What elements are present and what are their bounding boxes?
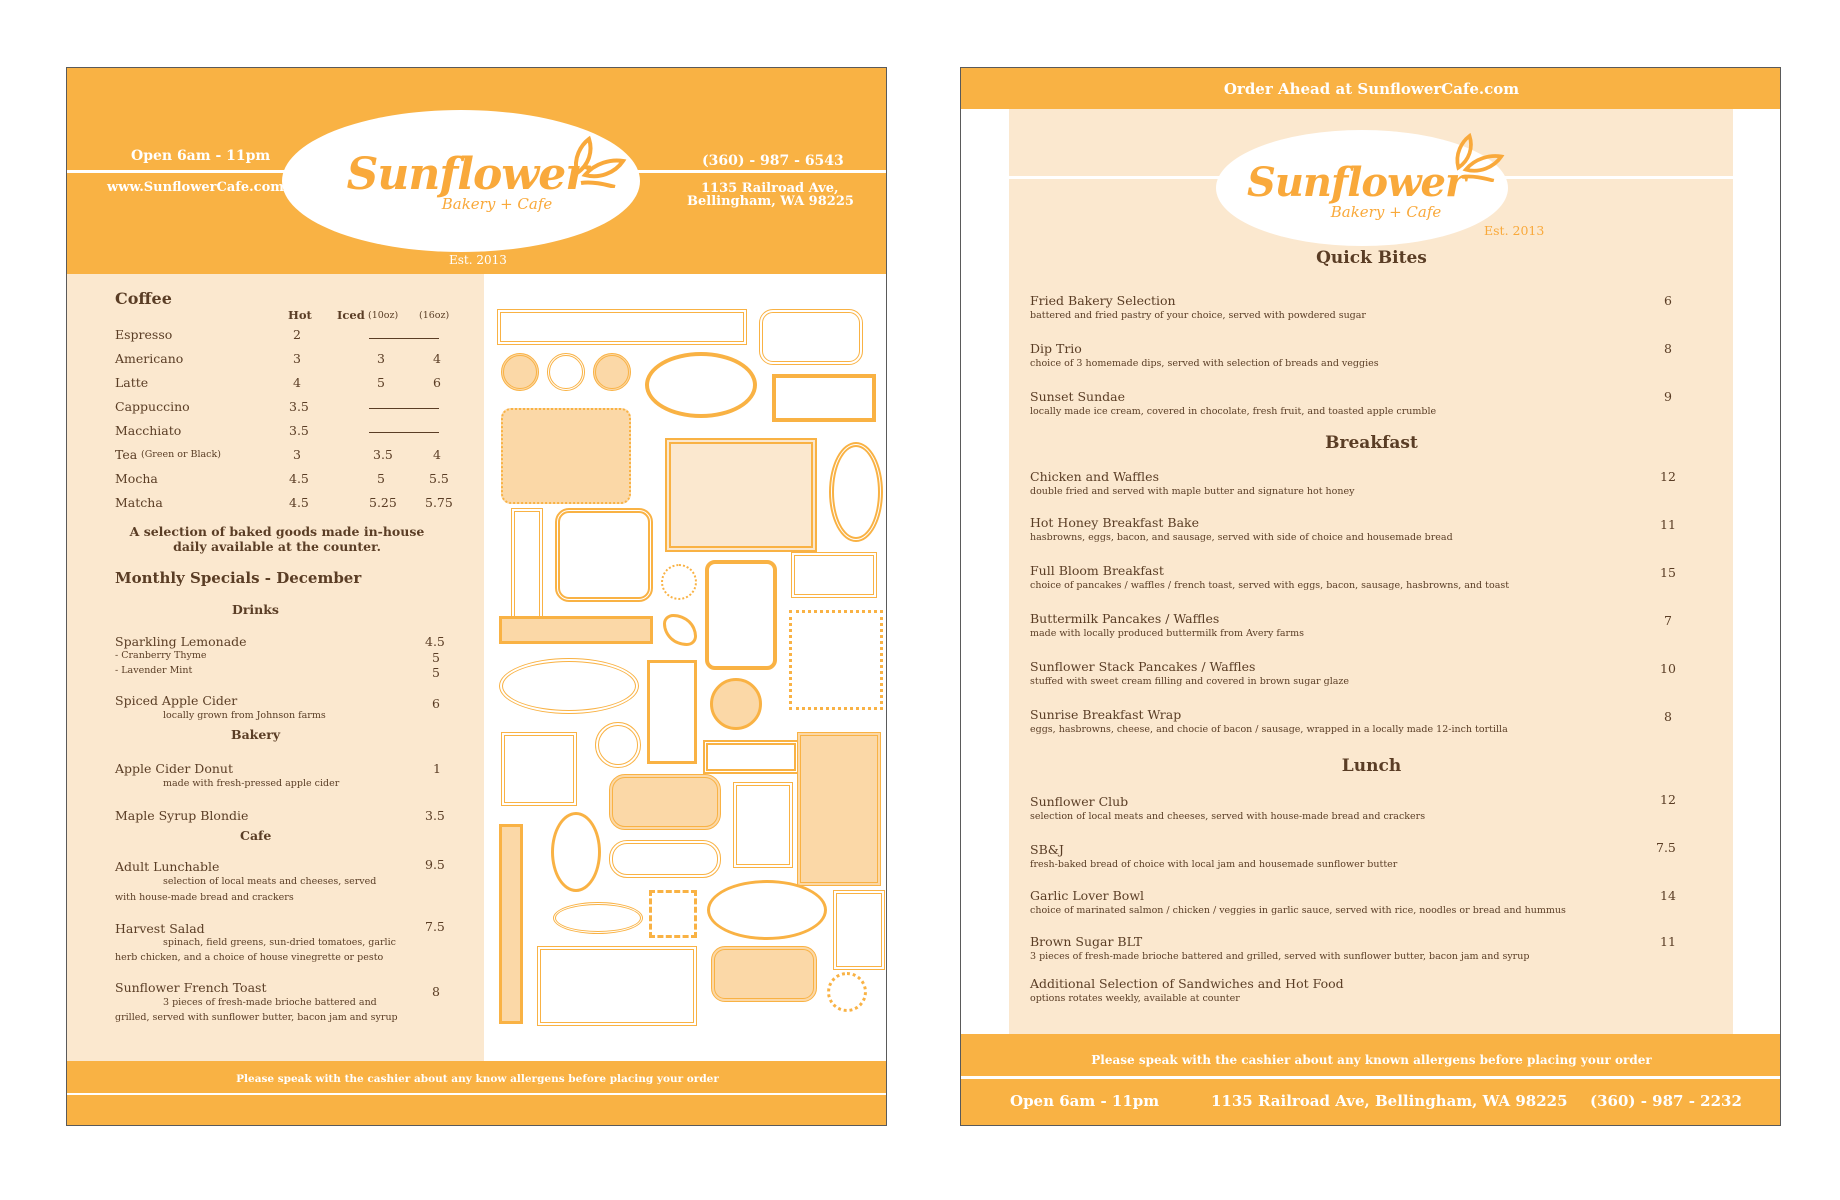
special-desc: locally grown from Johnson farms <box>163 710 326 721</box>
frame-notched <box>759 309 863 365</box>
frame-circle <box>595 722 641 768</box>
frame-rounded <box>705 560 777 670</box>
menu-page-front <box>66 67 887 1126</box>
footer-divider <box>961 1076 1781 1079</box>
leaf-icon <box>567 133 627 188</box>
coffee-name: Americano <box>115 351 184 366</box>
frame-rect <box>499 616 653 644</box>
bakery-heading: Bakery <box>231 727 281 742</box>
item-name: Garlic Lover Bowl <box>1030 888 1145 903</box>
coffee-iced16: 4 <box>433 351 441 366</box>
special-price: 6 <box>432 696 440 711</box>
special-price: 1 <box>433 761 441 776</box>
item-desc: 3 pieces of fresh-made brioche battered and grilled, served with sunflower butter, bacon jam and syrup <box>1030 951 1530 962</box>
coffee-name: Cappuccino <box>115 399 190 414</box>
bakery-note-line2: daily available at the counter. <box>173 539 381 554</box>
special-variant: - Cranberry Thyme <box>115 650 207 661</box>
frame-badge <box>661 564 697 600</box>
item-price: 11 <box>1660 517 1676 532</box>
frame-rect <box>791 552 877 598</box>
frame-circle <box>710 678 762 730</box>
drinks-heading: Drinks <box>232 602 279 617</box>
frame-rounded <box>555 508 653 602</box>
menu-page-back <box>960 67 1781 1126</box>
special-name: Sparkling Lemonade <box>115 634 247 649</box>
item-name: Dip Trio <box>1030 341 1082 356</box>
item-name: Buttermilk Pancakes / Waffles <box>1030 611 1220 626</box>
item-desc: choice of marinated salmon / chicken / veggies in garlic sauce, served with rice, noodles or bread and hummus <box>1030 905 1566 916</box>
frame-tall <box>511 508 543 622</box>
frame-ornate-tall <box>797 732 881 886</box>
frame-oval <box>553 902 643 934</box>
item-desc: locally made ice cream, covered in chocolate, fresh fruit, and toasted apple crumble <box>1030 406 1437 417</box>
coffee-iced16: 4 <box>433 447 441 462</box>
coffee-hot: 3.5 <box>289 399 309 414</box>
frame-octagon <box>711 946 817 1002</box>
address-line2: Bellingham, WA 98225 <box>687 194 854 209</box>
special-name: Adult Lunchable <box>115 859 220 874</box>
item-price: 8 <box>1664 709 1672 724</box>
special-desc: grilled, served with sunflower butter, bacon jam and syrup <box>115 1012 398 1023</box>
bakery-note-line1: A selection of baked goods made in-house <box>129 524 425 539</box>
item-desc: hasbrowns, eggs, bacon, and sausage, served with side of choice and housemade bread <box>1030 532 1453 543</box>
allergen-note: Please speak with the cashier about any know allergens before placing your order <box>236 1073 719 1085</box>
frame-circle <box>593 353 631 391</box>
item-price: 15 <box>1660 565 1676 580</box>
coffee-iced16: 6 <box>433 375 441 390</box>
special-name: Apple Cider Donut <box>115 761 233 776</box>
frame-rect <box>703 740 799 774</box>
coffee-name: Espresso <box>115 327 173 342</box>
item-name: Hot Honey Breakfast Bake <box>1030 515 1200 530</box>
item-price: 12 <box>1660 792 1676 807</box>
frame-ornate <box>501 732 577 806</box>
item-price: 12 <box>1660 469 1676 484</box>
item-name: Sunflower Stack Pancakes / Waffles <box>1030 659 1256 674</box>
frame-tall <box>499 824 523 1024</box>
section-title-quick-bites: Quick Bites <box>1316 248 1427 268</box>
special-variant-price: 5 <box>432 665 440 680</box>
item-desc: choice of 3 homemade dips, served with selection of breads and veggies <box>1030 358 1379 369</box>
coffee-name: Tea <box>115 447 138 462</box>
special-name: Sunflower French Toast <box>115 980 267 995</box>
item-desc: options rotates weekly, available at counter <box>1030 993 1240 1004</box>
item-desc: made with locally produced buttermilk from Avery farms <box>1030 628 1304 639</box>
coffee-iced10: 3.5 <box>373 447 393 462</box>
special-price: 8 <box>432 984 440 999</box>
special-desc: with house-made bread and crackers <box>115 892 294 903</box>
item-desc: battered and fried pastry of your choice, served with powdered sugar <box>1030 310 1366 321</box>
phone-text: (360) - 987 - 6543 <box>702 153 844 169</box>
frame-sunburst <box>827 972 867 1012</box>
coffee-iced10: 3 <box>377 351 385 366</box>
item-price: 6 <box>1664 293 1672 308</box>
item-price: 10 <box>1660 661 1676 676</box>
item-price: 14 <box>1660 888 1676 903</box>
coffee-title: Coffee <box>115 289 172 308</box>
section-title-breakfast: Breakfast <box>1325 433 1418 453</box>
footer-phone: (360) - 987 - 2232 <box>1590 1092 1742 1110</box>
item-desc: stuffed with sweet cream filling and covered in brown sugar glaze <box>1030 676 1350 687</box>
bakery-note <box>115 524 439 554</box>
logo-name: Sunflower <box>1246 159 1466 206</box>
item-name: Full Bloom Breakfast <box>1030 563 1164 578</box>
item-name: SB&J <box>1030 842 1064 857</box>
special-price: 7.5 <box>425 919 445 934</box>
item-name: Chicken and Waffles <box>1030 469 1159 484</box>
coffee-hot: 3 <box>293 447 301 462</box>
special-variant: - Lavender Mint <box>115 665 193 676</box>
frame-oval <box>499 658 639 714</box>
coffee-iced10: 5 <box>377 375 385 390</box>
coffee-hot: 3 <box>293 351 301 366</box>
logo-tagline: Bakery + Cafe <box>441 195 553 213</box>
frame-rect <box>772 374 876 422</box>
logo-tagline: Bakery + Cafe <box>1330 203 1442 221</box>
website-text: www.SunflowerCafe.com <box>107 180 285 195</box>
leaf-icon <box>1449 130 1505 182</box>
special-price: 3.5 <box>425 808 445 823</box>
item-price: 7 <box>1664 613 1672 628</box>
frame-ornate <box>537 946 697 1026</box>
coffee-name: Matcha <box>115 495 163 510</box>
coffee-hot: 2 <box>293 327 301 342</box>
coffee-iced16: 5.5 <box>429 471 449 486</box>
coffee-iced10: 5 <box>377 471 385 486</box>
special-desc: selection of local meats and cheeses, served <box>163 876 377 887</box>
coffee-name: Latte <box>115 375 149 390</box>
frame-oval <box>707 880 827 940</box>
special-name: Harvest Salad <box>115 921 205 936</box>
item-name: Fried Bakery Selection <box>1030 293 1176 308</box>
coffee-hot: 4.5 <box>289 495 309 510</box>
coffee-iced16: 5.75 <box>425 495 453 510</box>
frame-circle <box>501 353 539 391</box>
footer-band <box>961 1034 1781 1126</box>
specials-title: Monthly Specials - December <box>115 569 362 587</box>
item-price: 8 <box>1664 341 1672 356</box>
special-price: 9.5 <box>425 857 445 872</box>
coffee-col-hot: Hot <box>288 308 312 322</box>
item-desc: double fried and served with maple butter and signature hot honey <box>1030 486 1355 497</box>
frame-rect <box>833 890 885 970</box>
logo-name: Sunflower <box>346 149 588 200</box>
special-desc: spinach, field greens, sun-dried tomatoes, garlic <box>163 937 396 948</box>
frame-hexagon <box>609 840 721 878</box>
frame-dotted <box>789 610 883 710</box>
special-price: 4.5 <box>425 634 445 649</box>
coffee-iced10: 5.25 <box>369 495 397 510</box>
item-desc: fresh-baked bread of choice with local jam and housemade sunflower butter <box>1030 859 1398 870</box>
established-text: Est. 2013 <box>449 253 507 267</box>
item-price: 9 <box>1664 389 1672 404</box>
item-desc: eggs, hasbrowns, cheese, and chocie of bacon / sausage, wrapped in a locally made 12-inch tortilla <box>1030 724 1508 735</box>
item-price: 7.5 <box>1656 840 1676 855</box>
item-name: Sunset Sundae <box>1030 389 1125 404</box>
frame-octagon <box>609 774 721 830</box>
unavailable-dash <box>369 408 439 409</box>
coffee-hot: 4.5 <box>289 471 309 486</box>
footer-hours: Open 6am - 11pm <box>1010 1092 1160 1110</box>
frame-tall <box>647 660 697 764</box>
coffee-note: (Green or Black) <box>141 449 221 460</box>
frame-oval <box>645 352 757 418</box>
coffee-col-16oz: (16oz) <box>419 310 450 321</box>
order-ahead-text: Order Ahead at SunflowerCafe.com <box>1223 80 1520 98</box>
item-desc: choice of pancakes / waffles / french toast, served with eggs, bacon, sausage, hasbrowns, and toast <box>1030 580 1510 591</box>
cafe-heading: Cafe <box>240 828 272 843</box>
item-price: 11 <box>1660 934 1676 949</box>
special-desc: 3 pieces of fresh-made brioche battered and <box>163 997 377 1008</box>
item-desc: selection of local meats and cheeses, served with house-made bread and crackers <box>1030 811 1426 822</box>
frame-wavy <box>663 614 697 646</box>
unavailable-dash <box>369 338 439 339</box>
footer-address: 1135 Railroad Ave, Bellingham, WA 98225 <box>1211 1092 1568 1110</box>
item-name: Sunflower Club <box>1030 794 1129 809</box>
frame-badge <box>649 890 697 938</box>
item-name: Brown Sugar BLT <box>1030 934 1143 949</box>
item-name: Sunrise Breakfast Wrap <box>1030 707 1182 722</box>
allergen-note: Please speak with the cashier about any known allergens before placing your order <box>1091 1053 1652 1067</box>
frame-scalloped <box>501 408 631 504</box>
frame-circle <box>547 353 585 391</box>
coffee-name: Mocha <box>115 471 158 486</box>
unavailable-dash <box>369 432 439 433</box>
hours-text: Open 6am - 11pm <box>131 148 271 164</box>
frame-rect <box>733 782 793 868</box>
frame-oval <box>551 812 601 892</box>
address-line1: 1135 Railroad Ave, <box>701 181 839 196</box>
special-variant-price: 5 <box>432 650 440 665</box>
coffee-col-iced: Iced <box>337 308 365 322</box>
coffee-col-10oz: (10oz) <box>368 310 399 321</box>
item-name: Additional Selection of Sandwiches and Hot Food <box>1030 976 1344 991</box>
special-name: Spiced Apple Cider <box>115 693 238 708</box>
section-title-lunch: Lunch <box>1341 756 1402 776</box>
frame-ornate <box>665 438 817 552</box>
coffee-hot: 4 <box>293 375 301 390</box>
frame-oval <box>829 442 883 542</box>
special-name: Maple Syrup Blondie <box>115 808 249 823</box>
special-desc: made with fresh-pressed apple cider <box>163 778 340 789</box>
coffee-hot: 3.5 <box>289 423 309 438</box>
coffee-name: Macchiato <box>115 423 182 438</box>
footer-divider <box>67 1093 887 1095</box>
frame-rect <box>497 309 747 345</box>
established-text: Est. 2013 <box>1484 223 1545 238</box>
special-desc: herb chicken, and a choice of house vinegrette or pesto <box>115 952 384 963</box>
